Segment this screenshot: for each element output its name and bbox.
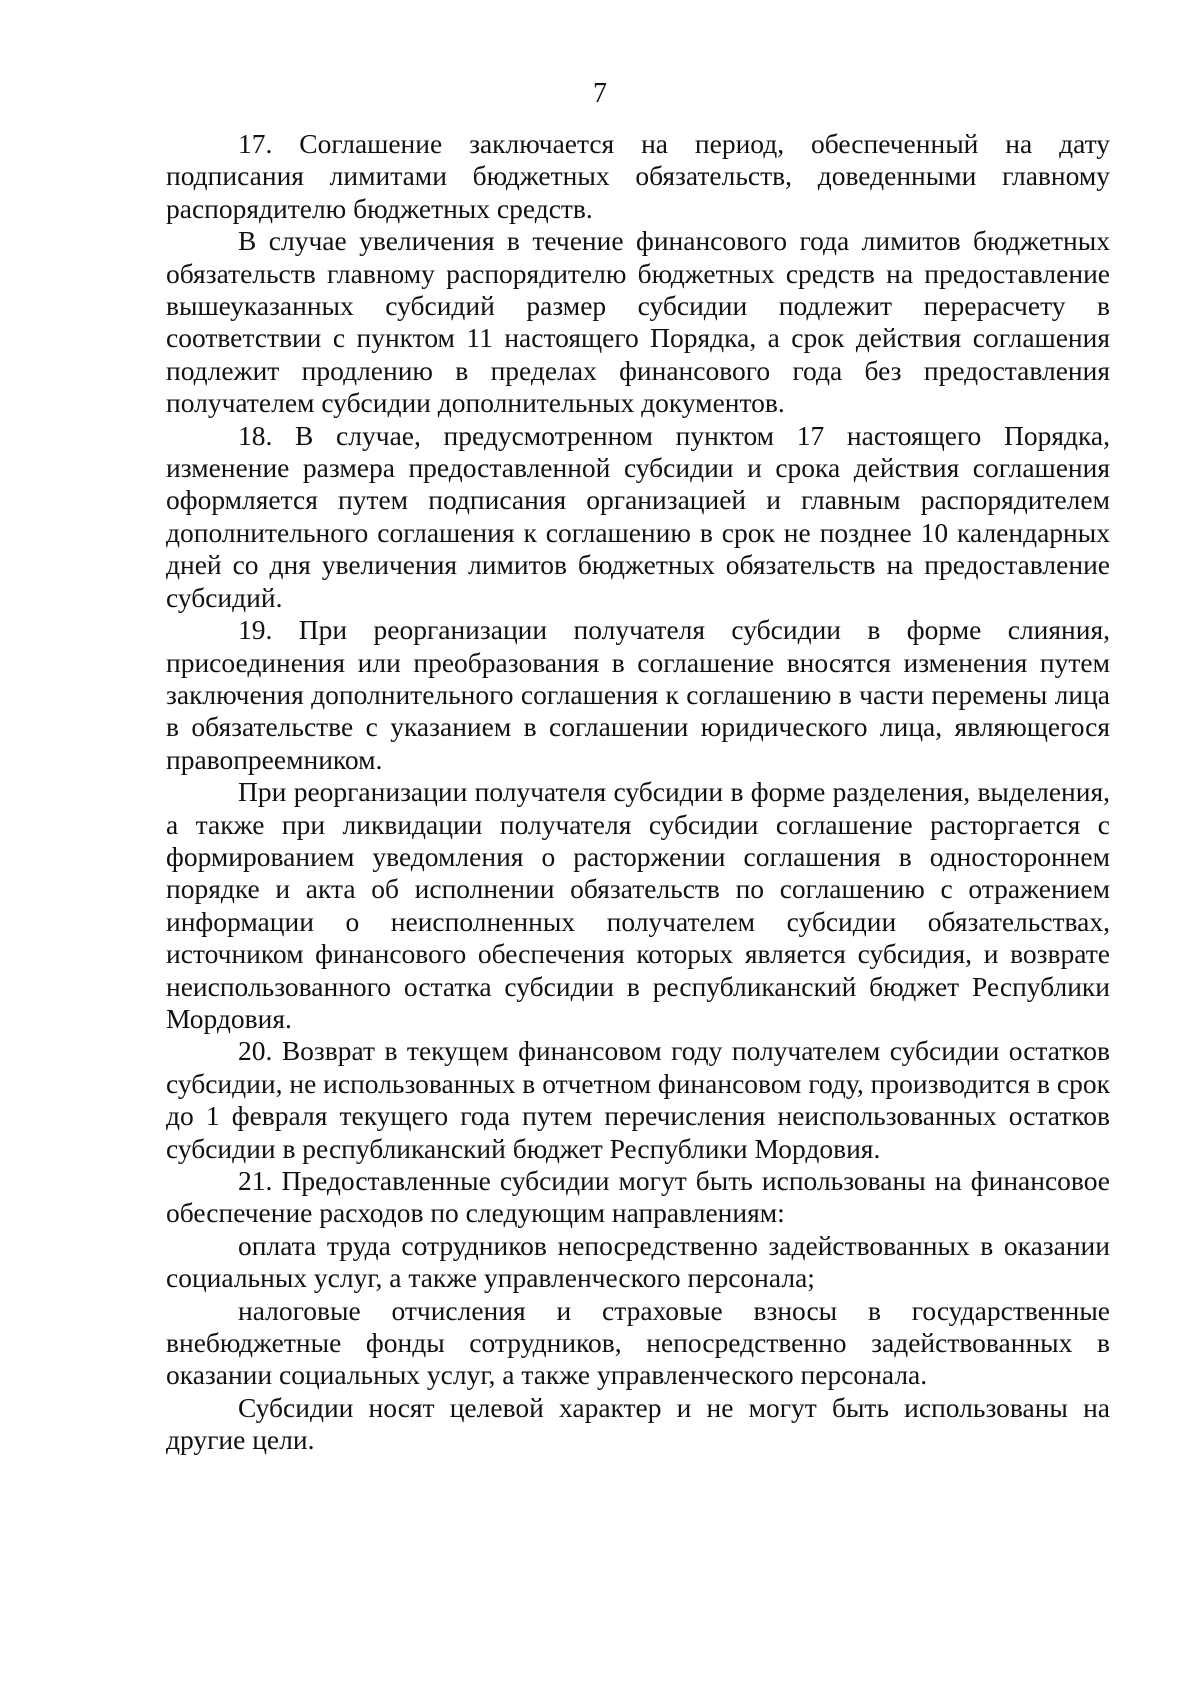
paragraph-19: 19. При реорганизации получателя субсидии в форме слияния, присоединения или преобразования в соглашение вносятся изменения путем заключения дополнительного соглашения к соглашению в части перемены лица в обязательстве с указанием в соглашении юридического лица, являющегося правопреемником.	[166, 614, 1110, 775]
paragraph-17: 17. Соглашение заключается на период, обеспеченный на дату подписания лимитами бюджетных обязательств, доведенными главному распорядителю бюджетных средств.	[166, 128, 1110, 224]
paragraph-19-separation: При реорганизации получателя субсидии в форме разделения, выделения, а также при ликвидации получателя субсидии соглашение расторгается с формированием уведомления о расторжении соглашения в одностороннем порядке и акта об исполнении обязательств по соглашению с отражением информации о неисполненных получателем субсидии обязательствах, источником финансового обеспечения которых является субсидия, и возврате неиспользованного остатка субсидии в республиканский бюджет Республики Мордовия.	[166, 776, 1110, 1034]
paragraph-21: 21. Предоставленные субсидии могут быть использованы на финансовое обеспечение расходов по следующим направлениям:	[166, 1165, 1110, 1229]
paragraph-21-item-taxes: налоговые отчисления и страховые взносы в государственные внебюджетные фонды сотрудников, непосредственно задействованных в оказании социальных услуг, а также управленческого персонала.	[166, 1294, 1110, 1391]
paragraph-17-limits-increase: В случае увеличения в течение финансового года лимитов бюджетных обязательств главному распорядителю бюджетных средств на предоставление вышеуказанных субсидий размер субсидии подлежит перерасчету в соответствии с пунктом 11 настоящего Порядка, а срок действия соглашения подлежит продлению в пределах финансового года без предоставления получателем субсидии дополнительных документов.	[166, 225, 1110, 419]
paragraph-18: 18. В случае, предусмотренном пунктом 17 настоящего Порядка, изменение размера предоставленной субсидии и срока действия соглашения оформляется путем подписания организацией и главным распорядителем дополнительного соглашения к соглашению в срок не позднее 10 календарных дней со дня увеличения лимитов бюджетных обязательств на предоставление субсидий.	[166, 419, 1110, 613]
document-body	[166, 128, 1110, 1457]
paragraph-20: 20. Возврат в текущем финансовом году получателем субсидии остатков субсидии, не использованных в отчетном финансовом году, производится в срок до 1 февраля текущего года путем перечисления неиспользованных остатков субсидии в республиканский бюджет Республики Мордовия.	[166, 1035, 1110, 1164]
paragraph-21-item-salaries: оплата труда сотрудников непосредственно задействованных в оказании социальных услуг, а также управленческого персонала;	[166, 1229, 1110, 1294]
paragraph-targeted-use: Субсидии носят целевой характер и не могут быть использованы на другие цели.	[166, 1391, 1110, 1456]
page-number: 7	[593, 78, 607, 109]
